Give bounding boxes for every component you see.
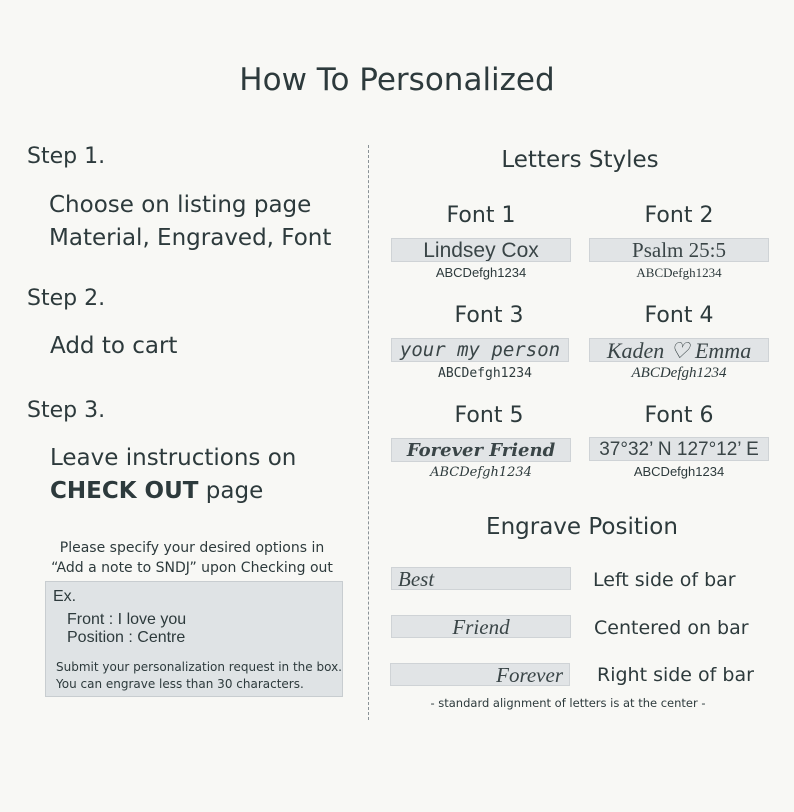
position-right-label: Right side of bar (597, 664, 754, 686)
position-right-sample: Forever (390, 663, 570, 686)
letters-styles-title: Letters Styles (501, 147, 659, 173)
note-footer-1: Submit your personalization request in the box. (56, 660, 342, 674)
note-instructions (36, 538, 348, 578)
checkout-bold: CHECK OUT (50, 478, 199, 504)
column-divider (368, 145, 369, 720)
font-4-label: Font 4 (644, 303, 714, 328)
font-4-sample: Kaden ♡ Emma (589, 338, 769, 362)
example-position: Position : Centre (67, 629, 186, 646)
font-6-chars: ABCDefgh1234 (633, 464, 725, 479)
step-3-line-1: Leave instructions on (50, 445, 297, 471)
checkout-after: page (198, 478, 264, 504)
font-3-chars: ABCDefgh1234 (438, 366, 532, 381)
position-center-label: Centered on bar (594, 617, 749, 639)
note-line-2: “Add a note to SNDJ” upon Checking out (51, 560, 333, 576)
step-3-text (50, 442, 296, 508)
font-5-label: Font 5 (454, 403, 524, 428)
font-1-sample: Lindsey Cox (391, 238, 571, 262)
step-1-label: Step 1. (27, 144, 106, 169)
font-1-label: Font 1 (446, 203, 516, 228)
font-4-chars: ABCDefgh1234 (631, 365, 727, 381)
font-2-chars: ABCDefgh1234 (636, 265, 722, 280)
position-left-label: Left side of bar (593, 569, 736, 591)
step-3-label: Step 3. (27, 398, 106, 423)
note-line-1: Please specify your desired options in (59, 540, 325, 556)
note-footer (56, 659, 342, 693)
font-5-chars: ABCDefgh1234 (430, 465, 532, 480)
font-6-label: Font 6 (644, 403, 714, 428)
font-3-sample: your my person (391, 338, 569, 362)
example-label: Ex. (53, 588, 77, 605)
page-title: How To Personalized (239, 62, 555, 98)
step-3-line-2 (50, 475, 296, 508)
example-note-box (45, 581, 343, 697)
note-footer-2: You can engrave less than 30 characters. (56, 677, 304, 691)
position-left-sample: Best (391, 567, 571, 590)
font-6-sample: 37°32’ N 127°12’ E (589, 437, 769, 461)
step-2-label: Step 2. (27, 286, 106, 311)
step-1-text (49, 189, 331, 255)
font-3-label: Font 3 (454, 303, 524, 328)
font-2-label: Font 2 (644, 203, 714, 228)
font-1-chars: ABCDefgh1234 (435, 265, 527, 280)
step-1-line-1: Choose on listing page (49, 192, 312, 218)
font-5-sample: Forever Friend (391, 438, 571, 462)
font-2-sample: Psalm 25:5 (589, 238, 769, 262)
engrave-position-title: Engrave Position (486, 514, 678, 540)
step-2-text: Add to cart (50, 333, 178, 359)
position-center-sample: Friend (391, 615, 571, 638)
alignment-footnote: - standard alignment of letters is at the center - (430, 696, 706, 710)
step-1-line-2: Material, Engraved, Font (49, 225, 332, 251)
example-front: Front : I love you (67, 611, 187, 628)
